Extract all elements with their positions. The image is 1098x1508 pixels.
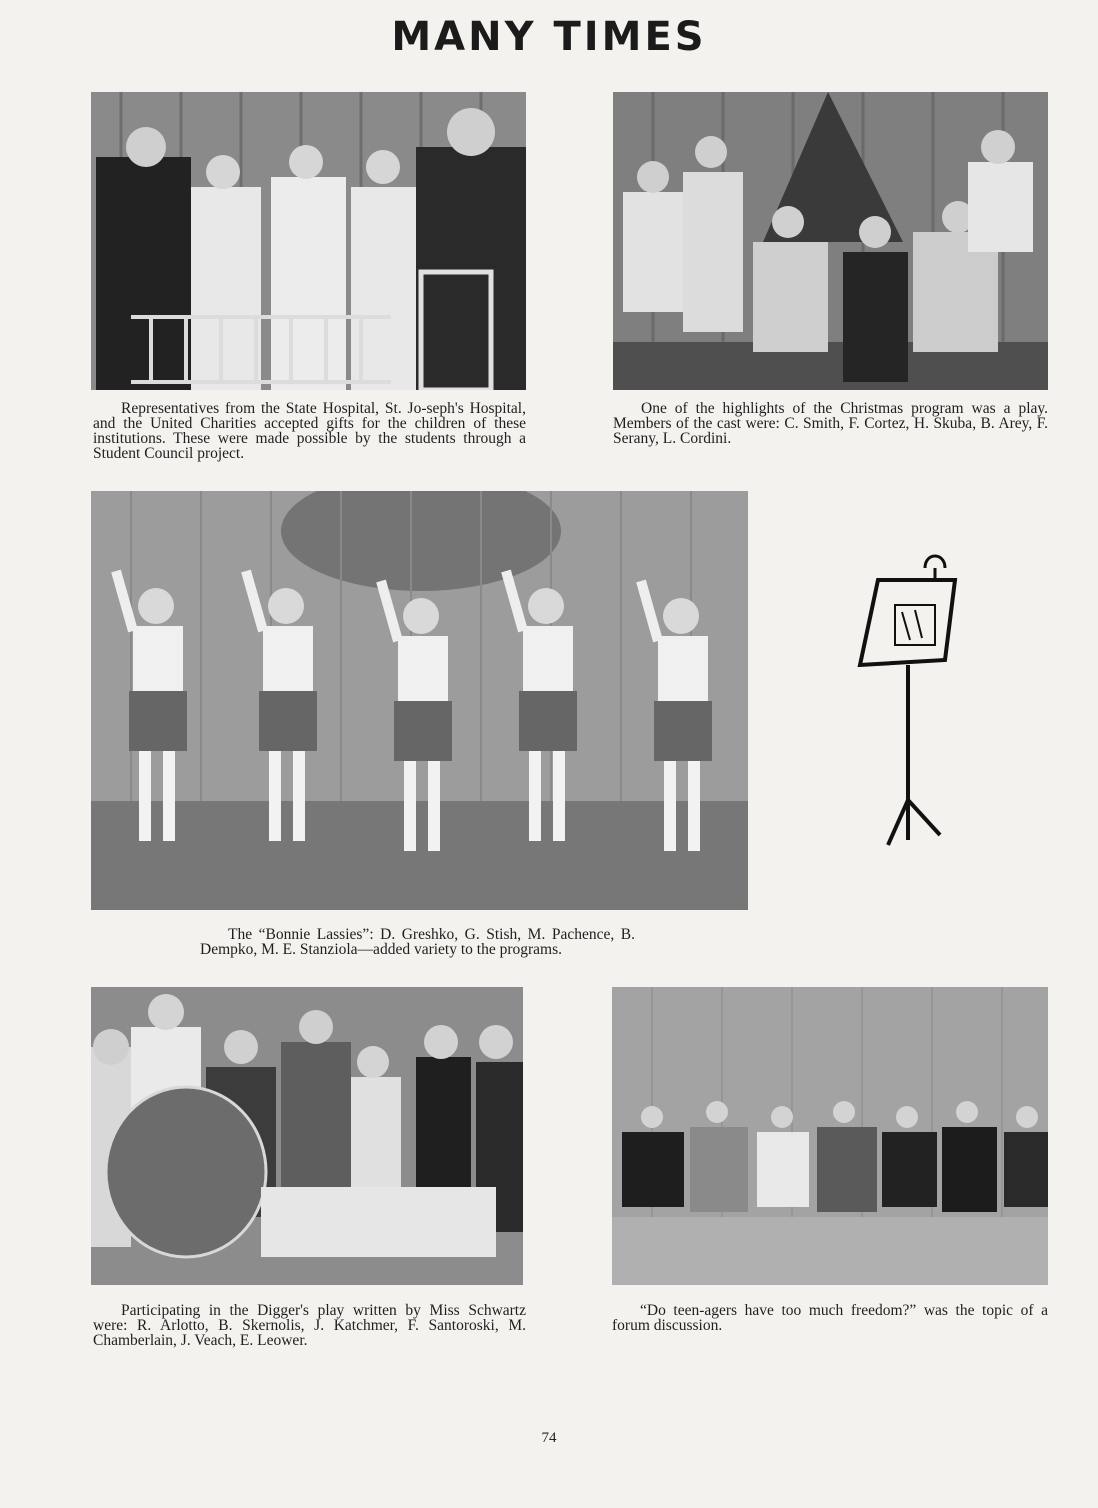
photo-bonnie-lassies bbox=[91, 491, 748, 910]
caption-christmas-play: One of the highlights of the Christmas program was a play. Members of the cast were: C. Smith, F. Cortez, H. Skuba, B. Arey, F. Serany, L. Cordini. bbox=[613, 400, 1048, 447]
caption-diggers-play: Participating in the Digger's play written by Miss Schwartz were: R. Arlotto, B. Skernolis, J. Katchmer, F. Santoroski, M. Chamberlain, J. Veach, E. Leower. bbox=[93, 1302, 526, 1349]
photo-forum-discussion bbox=[612, 987, 1048, 1285]
page-number: 74 bbox=[541, 1430, 557, 1446]
caption-forum-discussion: “Do teen-agers have too much freedom?” was the topic of a forum discussion. bbox=[612, 1302, 1048, 1334]
photo-hospital-gifts bbox=[91, 92, 526, 390]
photo-christmas-play bbox=[613, 92, 1048, 390]
caption-hospital-gifts: Representatives from the State Hospital, St. Jo-seph's Hospital, and the United Charities accepted gifts for the children of these institutions. These were made possible by the students through a Student Council project. bbox=[93, 400, 526, 462]
photo-diggers-play bbox=[91, 987, 523, 1285]
music-stand-icon bbox=[850, 550, 960, 850]
caption-bonnie-lassies: The “Bonnie Lassies”: D. Greshko, G. Stish, M. Pachence, B. Dempko, M. E. Stanziola—added variety to the programs. bbox=[200, 926, 635, 958]
page-title: MANY TIMES bbox=[391, 14, 707, 60]
